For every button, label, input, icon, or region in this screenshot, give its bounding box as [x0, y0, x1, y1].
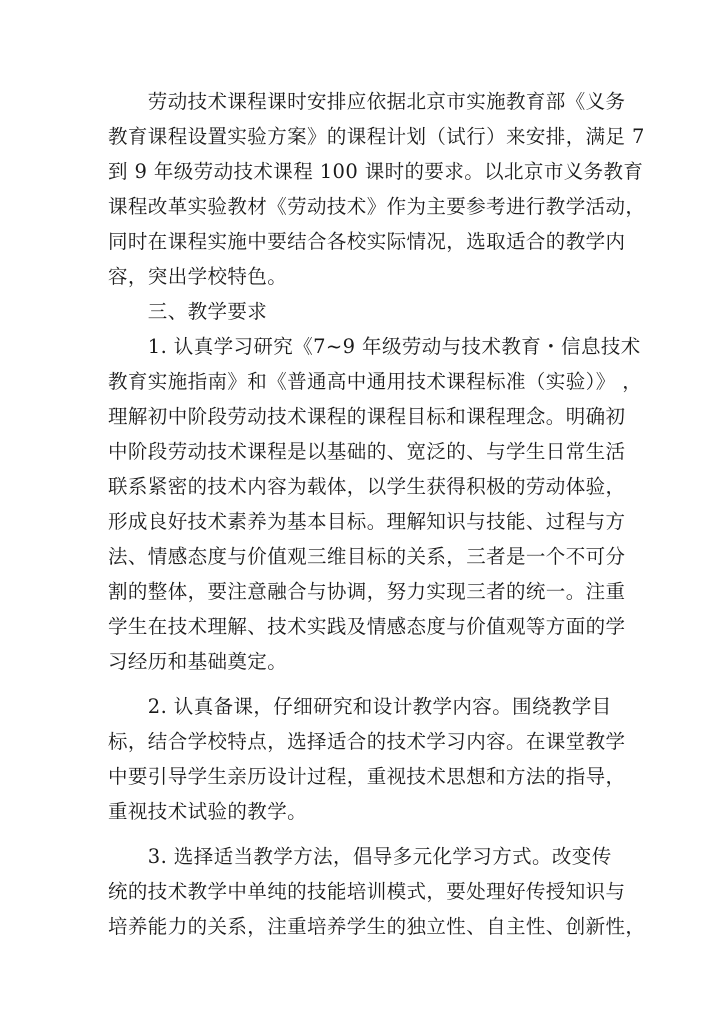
- text-line: 同时在课程实施中要结合各校实际情况，选取适合的教学内: [108, 230, 626, 253]
- text-line: 中要引导学生亲历设计过程，重视技术思想和方法的指导，: [108, 765, 626, 788]
- text-line: 教育实施指南》和《普通高中通用技术课程标准（实验）》 ，: [108, 370, 643, 393]
- text-line: 习经历和基础奠定。: [108, 650, 288, 673]
- text-line: 培养能力的关系，注重培养学生的独立性、自主性、创新性，: [108, 915, 646, 938]
- text-line: 2. 认真备课，仔细研究和设计教学内容。围绕教学目: [108, 695, 612, 718]
- text-line: 中阶段劳动技术课程是以基础的、宽泛的、与学生日常生活: [108, 440, 626, 463]
- text-line: 课程改革实验教材《劳动技术》作为主要参考进行教学活动，: [108, 195, 646, 218]
- text-line: 统的技术教学中单纯的技能培训模式，要处理好传授知识与: [108, 880, 626, 903]
- text-line: 割的整体，要注意融合与协调，努力实现三者的统一。注重: [108, 580, 626, 603]
- text-line: 到 9 年级劳动技术课程 100 课时的要求。以北京市义务教育: [108, 160, 644, 183]
- text-line: 法、情感态度与价值观三维目标的关系，三者是一个不可分: [108, 545, 626, 568]
- text-line: 教育课程设置实验方案》的课程计划（试行）来安排，满足 7: [108, 125, 645, 148]
- text-line: 容，突出学校特色。: [108, 265, 288, 288]
- section-heading: [108, 298, 628, 326]
- document-body: [108, 88, 646, 948]
- text-line: 1. 认真学习研究《7~9 年级劳动与技术教育・信息技术: [108, 335, 641, 358]
- heading-line: 三、教学要求: [108, 300, 268, 323]
- text-line: 劳动技术课程课时安排应依据北京市实施教育部《义务: [108, 90, 626, 113]
- text-line: 理解初中阶段劳动技术课程的课程目标和课程理念。明确初: [108, 405, 626, 428]
- paragraph-gap: [108, 833, 628, 843]
- paragraph-requirement-2: [108, 693, 628, 826]
- paragraph-course-schedule: [108, 88, 646, 291]
- text-line: 重视技术试验的教学。: [108, 800, 308, 823]
- paragraph-requirement-1: [108, 333, 643, 676]
- text-line: 联系紧密的技术内容为载体，以学生获得积极的劳动体验，: [108, 475, 626, 498]
- paragraph-requirement-3: [108, 843, 646, 941]
- paragraph-gap: [108, 683, 628, 693]
- text-line: 3. 选择适当教学方法，倡导多元化学习方式。改变传: [108, 845, 612, 868]
- text-line: 学生在技术理解、技术实践及情感态度与价值观等方面的学: [108, 615, 626, 638]
- text-line: 形成良好技术素养为基本目标。理解知识与技能、过程与方: [108, 510, 626, 533]
- text-line: 标，结合学校特点，选择适合的技术学习内容。在课堂教学: [108, 730, 626, 753]
